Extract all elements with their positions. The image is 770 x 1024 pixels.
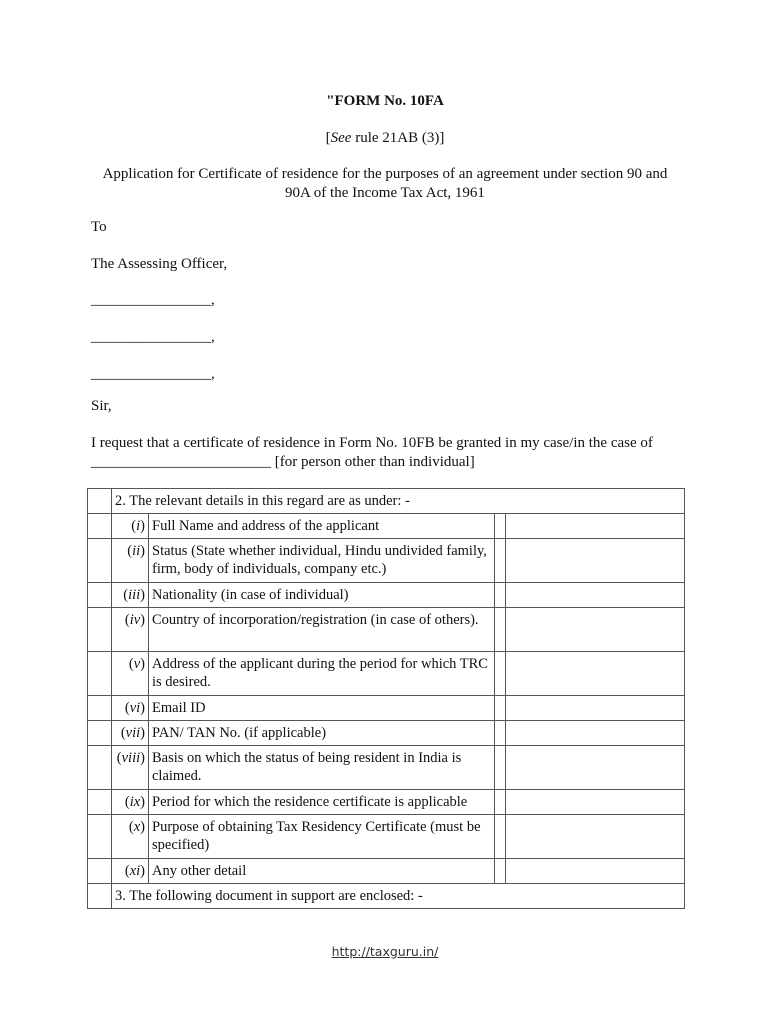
blank-cell <box>88 884 112 909</box>
item-numeral: ii <box>132 543 141 559</box>
blank-cell <box>88 652 112 696</box>
item-number: (x) <box>112 815 149 859</box>
item-numeral: v <box>133 656 141 672</box>
table-row <box>88 859 685 884</box>
rule-rest: rule 21AB (3)] <box>351 130 445 146</box>
blank-cell <box>88 815 112 859</box>
blank-cell <box>88 721 112 746</box>
table-row <box>88 514 685 539</box>
section-2-row <box>88 489 685 514</box>
item-number: (iv) <box>112 608 149 652</box>
spacer-cell <box>495 790 506 815</box>
blank-cell <box>88 608 112 652</box>
item-value-field[interactable] <box>506 514 685 539</box>
item-number: (ii) <box>112 539 149 583</box>
form-title: "FORM No. 10FA <box>326 93 444 109</box>
rule-see: See <box>330 130 352 146</box>
spacer-cell <box>495 652 506 696</box>
item-number: (v) <box>112 652 149 696</box>
blank-cell <box>88 489 112 514</box>
item-numeral: i <box>136 518 141 534</box>
spacer-cell <box>495 583 506 608</box>
item-label: Country of incorporation/registration (in case of others). <box>149 608 495 652</box>
item-label: PAN/ TAN No. (if applicable) <box>149 721 495 746</box>
item-numeral: x <box>133 819 141 835</box>
section-2-heading: 2. The relevant details in this regard are as under: - <box>112 489 685 514</box>
blank-cell <box>88 859 112 884</box>
spacer-cell <box>495 608 506 652</box>
item-numeral: vi <box>129 700 141 716</box>
item-number: (xi) <box>112 859 149 884</box>
item-label: Nationality (in case of individual) <box>149 583 495 608</box>
address-line-blank[interactable]: ________________, <box>91 329 215 345</box>
item-value-field[interactable] <box>506 652 685 696</box>
table-row <box>88 652 685 696</box>
table-row <box>88 815 685 859</box>
item-number: (ix) <box>112 790 149 815</box>
item-number: (viii) <box>112 746 149 790</box>
item-value-field[interactable] <box>506 608 685 652</box>
item-label: Any other detail <box>149 859 495 884</box>
item-value-field[interactable] <box>506 696 685 721</box>
item-number: (vii) <box>112 721 149 746</box>
item-numeral: vii <box>125 725 141 741</box>
blank-cell <box>88 790 112 815</box>
spacer-cell <box>495 696 506 721</box>
address-line-blank[interactable]: ________________, <box>91 366 215 382</box>
item-value-field[interactable] <box>506 583 685 608</box>
item-number: (i) <box>112 514 149 539</box>
table-row <box>88 696 685 721</box>
item-label: Basis on which the status of being resident in India is claimed. <box>149 746 495 790</box>
section-3-row <box>88 884 685 909</box>
spacer-cell <box>495 746 506 790</box>
blank-cell <box>88 514 112 539</box>
blank-cell <box>88 539 112 583</box>
spacer-cell <box>495 514 506 539</box>
item-value-field[interactable] <box>506 790 685 815</box>
item-label: Full Name and address of the applicant <box>149 514 495 539</box>
table-row <box>88 790 685 815</box>
table-row <box>88 608 685 652</box>
item-number: (vi) <box>112 696 149 721</box>
rule-reference <box>0 130 770 147</box>
blank-cell <box>88 696 112 721</box>
item-numeral: iii <box>128 587 141 603</box>
spacer-cell <box>495 721 506 746</box>
table-row <box>88 583 685 608</box>
table-row <box>88 539 685 583</box>
request-line-1: I request that a certificate of residence in Form No. 10FB be granted in my case/in the case of <box>91 435 653 451</box>
table-row <box>88 746 685 790</box>
spacer-cell <box>495 859 506 884</box>
application-heading: Application for Certificate of residence for the purposes of an agreement under section 90 and 90A of the Income Tax Act, 1961 <box>102 166 668 201</box>
item-label: Status (State whether individual, Hindu undivided family, firm, body of individuals, company etc.) <box>149 539 495 583</box>
assessing-officer: The Assessing Officer, <box>91 256 228 272</box>
footer-link[interactable]: http://taxguru.in/ <box>331 944 439 959</box>
item-numeral: xi <box>129 863 141 879</box>
request-line-2: ________________________ [for person other than individual] <box>91 454 475 470</box>
section-3-heading: 3. The following document in support are enclosed: - <box>112 884 685 909</box>
item-numeral: ix <box>129 794 141 810</box>
salutation: Sir, <box>91 398 112 414</box>
item-value-field[interactable] <box>506 539 685 583</box>
item-numeral: iv <box>129 612 141 628</box>
request-paragraph <box>91 434 691 472</box>
item-value-field[interactable] <box>506 815 685 859</box>
to-label: To <box>91 219 107 235</box>
item-label: Purpose of obtaining Tax Residency Certificate (must be specified) <box>149 815 495 859</box>
item-value-field[interactable] <box>506 746 685 790</box>
rule-open: [ <box>325 130 331 146</box>
item-value-field[interactable] <box>506 721 685 746</box>
item-label: Address of the applicant during the period for which TRC is desired. <box>149 652 495 696</box>
item-value-field[interactable] <box>506 859 685 884</box>
item-number: (iii) <box>112 583 149 608</box>
item-numeral: viii <box>121 750 141 766</box>
spacer-cell <box>495 815 506 859</box>
item-label: Email ID <box>149 696 495 721</box>
table-row <box>88 721 685 746</box>
blank-cell <box>88 583 112 608</box>
details-table <box>87 488 685 909</box>
item-label: Period for which the residence certificate is applicable <box>149 790 495 815</box>
blank-cell <box>88 746 112 790</box>
address-line-blank[interactable]: ________________, <box>91 292 215 308</box>
spacer-cell <box>495 539 506 583</box>
